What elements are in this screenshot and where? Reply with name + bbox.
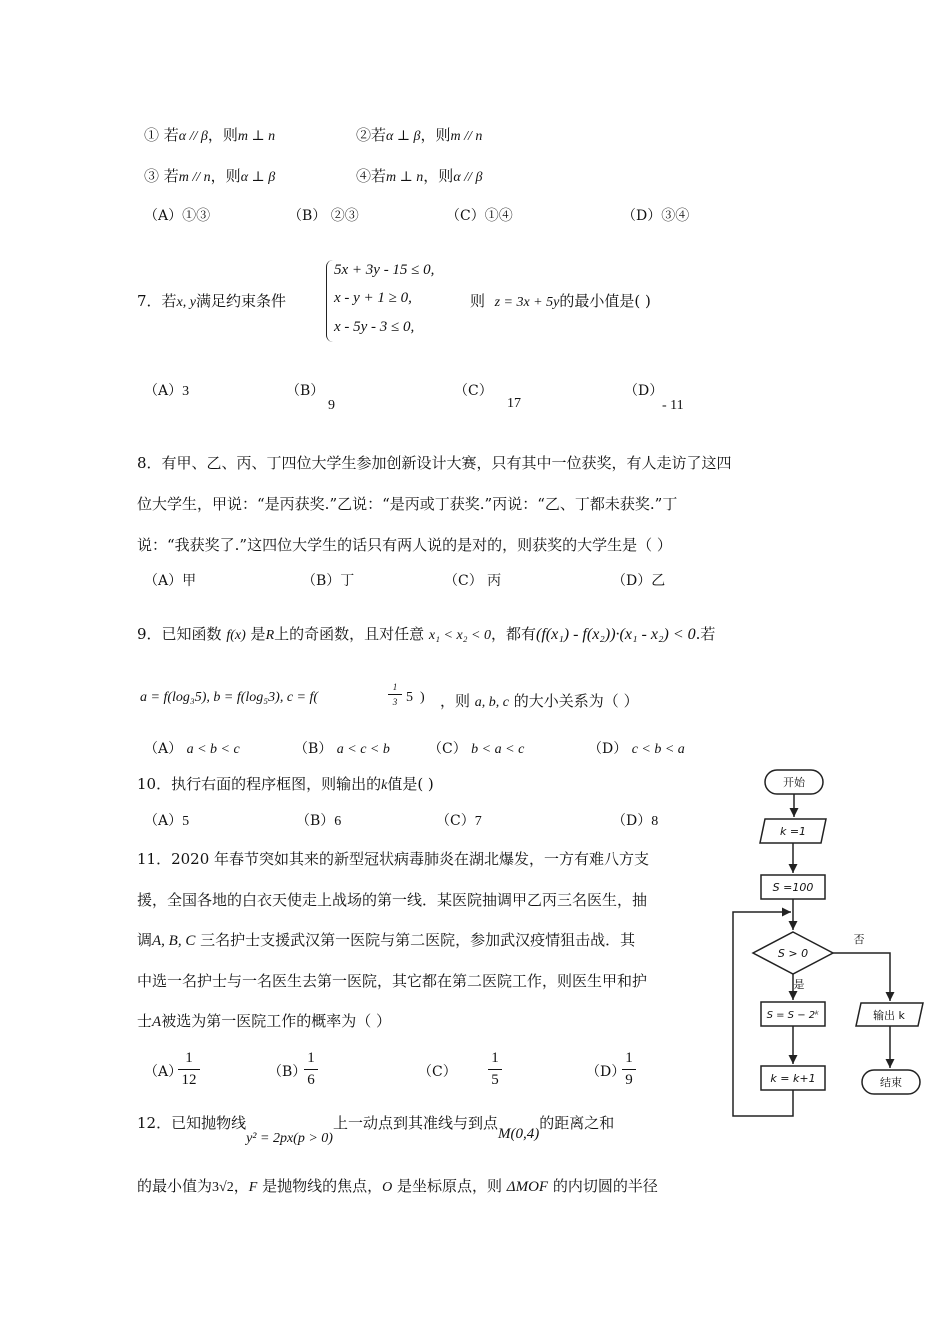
q11-line-5: 士A被选为第一医院工作的概率为（ ）	[137, 1012, 391, 1030]
q7-option-d-value: - 11	[662, 398, 684, 413]
q8-line-3: 说：“我获奖了.”这四位大学生的话只有两人说的是对的，则获奖的大学生是（ ）	[137, 536, 672, 554]
q7-constraint-1: 5x + 3y - 15 ≤ 0,	[334, 262, 435, 278]
q6-option-d: （D）③④	[622, 208, 690, 224]
flowchart-update-s-label: S = S − 2ᵏ	[766, 1010, 820, 1021]
flowchart-start-label: 开始	[783, 776, 805, 789]
q7-constraint-2: x - y + 1 ≥ 0,	[334, 290, 412, 306]
q11-option-c-fraction: 1 5	[488, 1050, 502, 1089]
q7-option-c-value: 17	[507, 396, 521, 411]
q9-log-base: 1 3	[388, 682, 402, 707]
q9-option-b: （B） a < c < b	[294, 741, 390, 757]
flowchart	[725, 760, 935, 1130]
q11-line-1: 11．2020 年春节突如其来的新型冠状病毒肺炎在湖北爆发，一方有难八方支	[137, 850, 650, 868]
q7-option-b-label: （B）	[286, 383, 325, 399]
q6-option-a: （A）①③	[144, 208, 211, 224]
flowchart-init-s-label: S =100	[772, 881, 814, 894]
q11-line-3: 调A, B, C 三名护士支援武汉第一医院与第二医院，参加武汉疫情狙击战．其	[137, 931, 636, 949]
q7-objective: 则 z = 3x + 5y的最小值是( )	[470, 292, 651, 310]
q11-option-c-label: （C）	[418, 1064, 457, 1080]
q12-line-2: 的最小值为3√2，F 是抛物线的焦点，O 是坐标原点，则 ΔMOF 的内切圆的半径	[137, 1177, 658, 1195]
q6-option-c: （C）①④	[446, 208, 513, 224]
q11-line-2: 援，全国各地的白衣天使走上战场的第一线．某医院抽调甲乙丙三名医生，抽	[137, 891, 648, 909]
flowchart-update-k-label: k = k+1	[770, 1072, 816, 1085]
q9-option-a: （A） a < b < c	[144, 741, 240, 757]
q7-option-a: （A）3	[144, 383, 190, 399]
q8-option-c: （C） 丙	[444, 573, 502, 589]
q6-choice-2: ②若α ⊥ β，则m // n	[356, 126, 483, 144]
q12-stem: 12．已知抛物线y² = 2px(p > 0)上一动点到其准线与到点M(0,4)的距离之和	[137, 1114, 615, 1146]
q9-option-c: （C） b < a < c	[428, 741, 525, 757]
q8-option-b: （B）丁	[302, 573, 355, 589]
q7-constraint-3: x - 5y - 3 ≤ 0,	[334, 319, 415, 335]
q11-option-d-fraction: 1 9	[622, 1050, 636, 1089]
q10-option-a: （A）5	[144, 813, 190, 829]
q11-option-a-fraction: 1 12	[178, 1050, 200, 1089]
q7-option-c-label: （C）	[454, 383, 493, 399]
flowchart-init-k-label: k =1	[779, 825, 807, 838]
q7-stem: 7．若x, y满足约束条件	[137, 292, 286, 310]
q9-log-arg: 5	[406, 690, 413, 705]
flowchart-end-label: 结束	[880, 1076, 902, 1089]
q11-line-4: 中选一名护士与一名医生去第一医院，其它都在第二医院工作，则医生甲和护	[137, 972, 648, 990]
q11-option-a-label: （A）	[144, 1064, 183, 1080]
flowchart-condition-label: S > 0	[777, 947, 809, 960]
q7-option-d-label: （D）	[624, 383, 664, 399]
q9-stem: 9．已知函数 f(x) 是R上的奇函数，且对任意 x₁ < x₂ < 0，都有(f(x₁) - f(x₂))·(x₁ - x₂) < 0.若	[137, 625, 716, 643]
q8-option-d: （D）乙	[612, 573, 666, 589]
q11-option-d-label: （D）	[586, 1064, 626, 1080]
q11-option-b-label: （B）	[268, 1064, 307, 1080]
q8-option-a: （A）甲	[144, 573, 197, 589]
q8-line-1: 8．有甲、乙、丙、丁四位大学生参加创新设计大赛，只有其中一位获奖，有人走访了这四	[137, 454, 732, 472]
q9-close-paren: )	[420, 690, 425, 705]
q9-definitions: a = f(log₃5), b = f(log₅3), c = f(	[140, 690, 319, 705]
flowchart-output-label: 输出 k	[873, 1009, 905, 1022]
q6-option-b: （B） ②③	[288, 208, 359, 224]
q10-option-b: （B）6	[296, 813, 342, 829]
flowchart-yes-label: 是	[793, 978, 805, 991]
q6-choice-4: ④若m ⊥ n，则α // β	[356, 167, 483, 185]
q7-option-b-value: 9	[328, 398, 335, 413]
flowchart-no-label: 否	[853, 933, 865, 946]
q6-choice-3: ③ 若m // n，则α ⊥ β	[144, 167, 276, 185]
q9-question: ，则 a, b, c 的大小关系为（ ）	[440, 692, 639, 710]
q9-option-d: （D） c < b < a	[588, 741, 685, 757]
q7-constraint-brace	[326, 260, 333, 342]
q10-stem: 10．执行右面的程序框图，则输出的k值是( )	[137, 775, 434, 793]
q10-option-c: （C）7	[436, 813, 482, 829]
q11-option-b-fraction: 1 6	[304, 1050, 318, 1089]
q10-option-d: （D）8	[612, 813, 659, 829]
q8-line-2: 位大学生，甲说：“是丙获奖.”乙说：“是丙或丁获奖.”丙说：“乙、丁都未获奖.”丁	[137, 495, 678, 513]
q6-choice-1: ① 若α // β，则m ⊥ n	[144, 126, 276, 144]
